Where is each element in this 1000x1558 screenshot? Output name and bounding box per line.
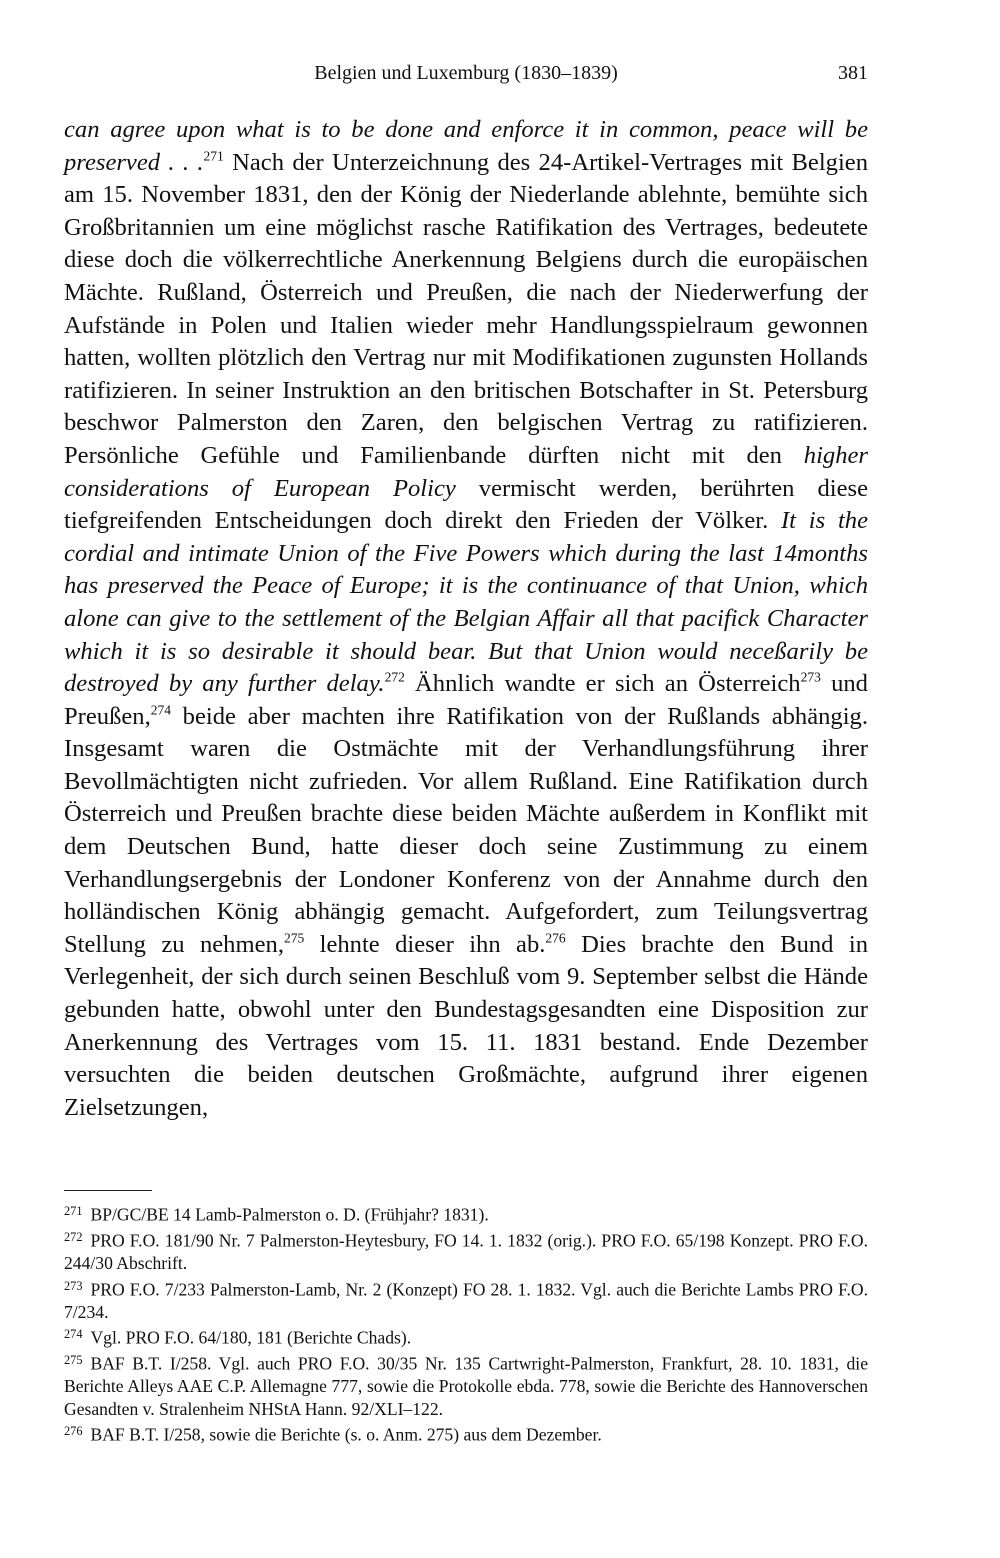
footnote-text: PRO F.O. 7/233 Palmerston-Lamb, Nr. 2 (Konzept) FO 28. 1. 1832. Vgl. auch die Berichte Lambs PRO F.O. 7/234. <box>64 1279 868 1322</box>
footnote <box>64 1200 868 1226</box>
footnotes <box>64 1200 868 1446</box>
footnote-divider <box>64 1190 152 1191</box>
page-header <box>64 56 868 96</box>
running-title: Belgien und Luxemburg (1830–1839) <box>314 62 618 84</box>
footnote-ref-274: 274 <box>150 702 172 718</box>
footnote-number: 272 <box>64 1230 83 1245</box>
footnote-ref-273: 273 <box>800 669 821 685</box>
footnote-ref-276: 276 <box>545 930 566 946</box>
quote-italic: higher considerations of European Policy <box>64 441 868 502</box>
body-text-span: beide aber machten ihre Ratifikation von der Rußlands abhängig. Insgesamt waren die Ostmächte mit der Verhandlungsführung ihrer Bevollmächtigten nicht zufrieden. Vor allem Rußland. Eine Ratifikation durch Österreich und Preußen brachte diese beiden Mächte außerdem in Konflikt mit dem Deutschen Bund, hatte dieser doch seine Zustimmung zu einem Verhandlungsergebnis der Londoner Konferenz von der Annahme durch den holländischen König abhängig gemacht. Aufgefordert, zum Teilungsvertrag Stellung zu nehmen, <box>64 702 868 958</box>
body-text-span: lehnte dieser ihn ab. <box>304 930 546 958</box>
footnote <box>64 1420 868 1446</box>
body-text-span: vermischt werden, berührten diese tiefgreifenden Entscheidungen doch direkt den Frieden der Völker. <box>64 474 868 535</box>
footnote <box>64 1275 868 1324</box>
footnote-text: Vgl. PRO F.O. 64/180, 181 (Berichte Chads). <box>90 1327 412 1348</box>
main-text <box>64 114 868 1124</box>
quote-italic: can agree upon what is to be done and enforce it in common, peace will be preserved . . . <box>64 116 868 176</box>
footnote-number: 273 <box>64 1278 83 1293</box>
footnote-ref-271: 271 <box>203 148 224 164</box>
quote-italic: It is the cordial and intimate Union of the Five Powers which during the last 14months has preserved the Peace of Europe; it is the continuance of that Union, which alone can give to the settlement of the Belgian Affair all that pacifick Character which it is so desirable it should bear. But that Union would neceßarily be destroyed by any further delay. <box>64 507 868 698</box>
footnote-text: BP/GC/BE 14 Lamb-Palmerston o. D. (Frühjahr? 1831). <box>90 1204 489 1225</box>
footnote-ref-275: 275 <box>283 930 305 946</box>
footnote-number: 274 <box>64 1327 83 1342</box>
body-text-span: Dies brachte den Bund in Verlegenheit, der sich durch seinen Beschluß vom 9. September selbst die Hände gebunden hatte, obwohl unter den Bundestagsgesandten eine Disposition zur Anerkennung des Vertrages vom 15. 11. 1831 bestand. Ende Dezember versuchten die beiden deutschen Großmächte, aufgrund ihrer eigenen Zielsetzungen, <box>64 930 868 1121</box>
footnote-ref-272: 272 <box>384 669 405 685</box>
footnote <box>64 1349 868 1420</box>
footnote-number: 271 <box>64 1204 83 1218</box>
footnote-number: 276 <box>64 1424 83 1439</box>
body-text-span: und Preußen, <box>64 670 868 730</box>
body-text-span: Ähnlich wandte er sich an Österreich <box>404 670 801 698</box>
footnote-text: BAF B.T. I/258. Vgl. auch PRO F.O. 30/35 Nr. 135 Cartwright-Palmerston, Frankfurt, 28. 10. 1831, die Berichte Alleys AAE C.P. Allemagne 777, sowie die Protokolle ebda. 778, sowie die Berichte des Hannoverschen Gesandten v. Stralenheim NHStA Hann. 92/XLI–122. <box>64 1353 868 1419</box>
footnote-text: BAF B.T. I/258, sowie die Berichte (s. o. Anm. 275) aus dem Dezember. <box>90 1424 602 1445</box>
body-paragraph <box>64 114 868 1124</box>
footnote-text: PRO F.O. 181/90 Nr. 7 Palmerston-Heytesbury, FO 14. 1. 1832 (orig.). PRO F.O. 65/198 Konzept. PRO F.O. 244/30 Abschrift. <box>64 1230 868 1274</box>
page-number: 381 <box>838 62 868 84</box>
footnote <box>64 1323 868 1349</box>
body-text-span: Nach der Unterzeichnung des 24-Artikel-Vertrages mit Belgien am 15. November 1831, den der König der Niederlande ablehnte, bemühte sich Großbritannien um eine möglichst rasche Ratifikation des Vertrages, bedeutete diese doch die völkerrechtliche Anerkennung Belgiens durch die europäischen Mächte. Rußland, Österreich und Preußen, die nach der Niederwerfung der Aufstände in Polen und Italien wieder mehr Handlungsspielraum gewonnen hatten, wollten plötzlich den Vertrag nur mit Modifikationen zugunsten Hollands ratifizieren. In seiner Instruktion an den britischen Botschafter in St. Petersburg beschwor Palmerston den Zaren, den belgischen Vertrag zu ratifizieren. Persönliche Gefühle und Familienbande dürften nicht mit den <box>64 148 869 469</box>
footnote-number: 275 <box>64 1353 83 1368</box>
footnote <box>64 1226 868 1275</box>
